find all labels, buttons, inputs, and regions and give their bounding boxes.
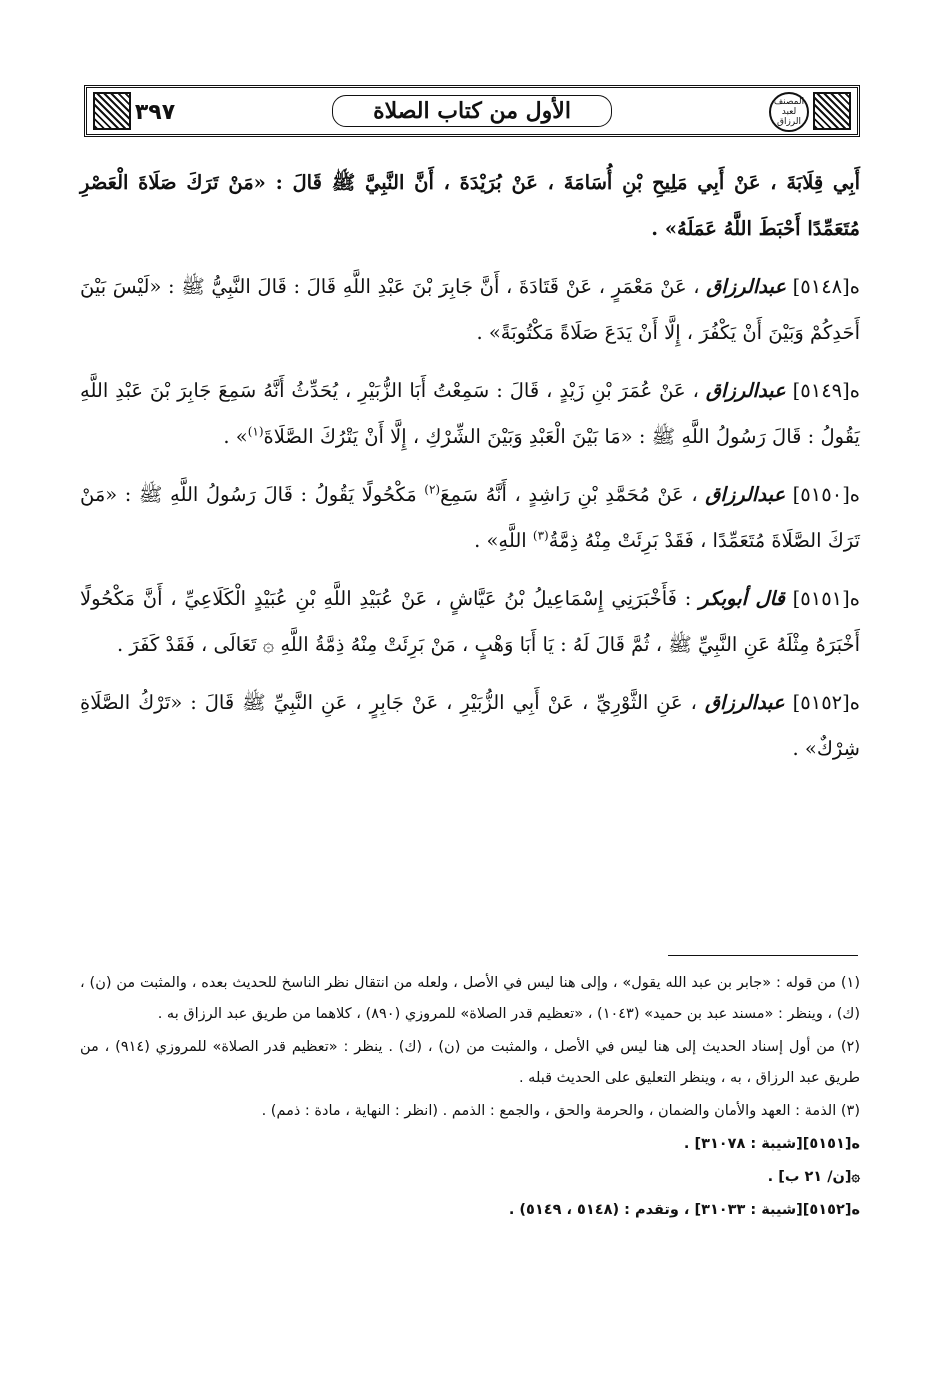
narrator: عبدالرزاق bbox=[704, 691, 785, 714]
hadith-number: ٥١٤٨ bbox=[800, 275, 843, 298]
hadith-5151: ە[٥١٥١] قال أبوبكر : فَأَخْبَرَنِي إِسْمَاعِيلُ بْنُ عَيَّاشٍ ، عَنْ عُبَيْدِ اللَّهِ بْنِ عُبَيْدٍ الْكَلَاعِيِّ ، أَنَّ مَكْحُولًا أَخْبَرَهُ مِثْلَهُ عَنِ النَّبِيِّ ﷺ ، ثُمَّ قَالَ لَهُ : يَا أَبَا وَهْبٍ ، مَنْ بَرِئَتْ مِنْهُ ذِمَّةُ اللَّهِ ۞ تَعَالَى ، فَقَدْ كَفَرَ . bbox=[80, 587, 860, 656]
footnote-marker[interactable]: (٣) bbox=[532, 528, 549, 543]
hadith-text: ، عَنْ عُمَرَ بْنِ زَيْدٍ ، قَالَ : سَمِعْتُ أَبَا الزُّبَيْرِ ، يُحَدِّثُ أَنَّهُ سَمِعَ جَابِرَ بْنَ عَبْدِ اللَّهِ يَقُولُ : قَالَ رَسُولُ اللَّهِ ﷺ : «مَا بَيْنَ الْعَبْدِ وَبَيْنَ الشِّرْكِ ، إِلَّا أَنْ يَتْرُكَ الصَّلَاةَ bbox=[80, 379, 860, 448]
hadith-number: ٥١٥٢ bbox=[800, 691, 843, 714]
footnote-marker[interactable]: (٢) bbox=[424, 482, 441, 497]
hadith-text: ، عَنْ مَعْمَرٍ ، عَنْ قَتَادَةَ ، أَنَّ جَابِرَ بْنَ عَبْدِ اللَّهِ قَالَ : قَالَ النَّبِيُّ ﷺ : «لَيْسَ بَيْنَ أَحَدِكُمْ وَبَيْنَ أَنْ يَكْفُرَ ، إِلَّا أَنْ يَدَعَ صَلَاةً مَكْتُوبَةً» . bbox=[80, 275, 860, 344]
ornament-icon bbox=[813, 92, 851, 130]
manuscript-reference: ۞[ن/ ٢١ ب] . bbox=[767, 1169, 860, 1185]
hadith-number: ٥١٥٠ bbox=[800, 483, 843, 506]
page-header bbox=[84, 85, 860, 137]
narrator: عبدالرزاق bbox=[706, 275, 787, 298]
page-number: ٣٩٧ bbox=[135, 94, 175, 130]
hadith-text: : فَأَخْبَرَنِي إِسْمَاعِيلُ بْنُ عَيَّاشٍ ، عَنْ عُبَيْدِ اللَّهِ بْنِ عُبَيْدٍ الْكَلَاعِيِّ ، أَنَّ مَكْحُولًا أَخْبَرَهُ مِثْلَهُ عَنِ النَّبِيِّ ﷺ ، ثُمَّ قَالَ لَهُ : يَا أَبَا وَهْبٍ ، مَنْ بَرِئَتْ مِنْهُ ذِمَّةُ اللَّهِ ۞ تَعَالَى ، فَقَدْ كَفَرَ . bbox=[80, 587, 860, 656]
footnotes bbox=[80, 968, 860, 1228]
hadith-number: ٥١٤٩ bbox=[800, 379, 843, 402]
hadith-text: ، عَنِ الثَّوْرِيِّ ، عَنْ أَبِي الزُّبَيْرِ ، عَنْ جَابِرٍ ، عَنِ النَّبِيِّ ﷺ قَالَ : «تَرْكُ الصَّلَاةِ شِرْكٌ» . bbox=[80, 691, 860, 760]
hadith-5152: ە[٥١٥٢] عبدالرزاق ، عَنِ الثَّوْرِيِّ ، عَنْ أَبِي الزُّبَيْرِ ، عَنْ جَابِرٍ ، عَنِ النَّبِيِّ ﷺ قَالَ : «تَرْكُ الصَّلَاةِ شِرْكٌ» . bbox=[80, 691, 860, 760]
hadith-number: ٥١٥١ bbox=[800, 587, 843, 610]
footnote-3: (٣) الذمة : العهد والأمان والضمان ، والحرمة والحق ، والجمع : الذمم . (انظر : النهاية ، مادة : ذمم) . bbox=[261, 1103, 860, 1119]
footnote-divider bbox=[668, 955, 858, 956]
narrator: قال أبوبكر bbox=[699, 587, 785, 610]
narrator: عبدالرزاق bbox=[705, 379, 786, 402]
reference-5151: ە[٥١٥١][شيبة : ٣١٠٧٨] . bbox=[683, 1136, 860, 1152]
hadith-5149: ە[٥١٤٩] عبدالرزاق ، عَنْ عُمَرَ بْنِ زَيْدٍ ، قَالَ : سَمِعْتُ أَبَا الزُّبَيْرِ ، يُحَدِّثُ أَنَّهُ سَمِعَ جَابِرَ بْنَ عَبْدِ اللَّهِ يَقُولُ : قَالَ رَسُولُ اللَّهِ ﷺ : «مَا بَيْنَ الْعَبْدِ وَبَيْنَ الشِّرْكِ ، إِلَّا أَنْ يَتْرُكَ الصَّلَاةَ$^{(١)}$» . bbox=[80, 379, 860, 448]
hadith-5150: ە[٥١٥٠] عبدالرزاق ، عَنْ مُحَمَّدِ بْنِ رَاشِدٍ ، أَنَّهُ سَمِعَ$^{(٢)}$ مَكْحُولًا يَقُولُ : قَالَ رَسُولُ اللَّهِ ﷺ : «مَنْ تَرَكَ الصَّلَاةَ مُتَعَمِّدًا ، فَقَدْ بَرِئَتْ مِنْهُ ذِمَّةُ$^{(٣)}$ اللَّهِ» . bbox=[80, 482, 861, 552]
hadith-continuation bbox=[80, 160, 860, 252]
ornament-icon bbox=[93, 92, 131, 130]
reference-5152: ە[٥١٥٢][شيبة : ٣١٠٣٣] ، وتقدم : (٥١٤٨ ، ٥١٤٩) . bbox=[508, 1202, 860, 1218]
hadith-text: » . bbox=[223, 425, 248, 448]
footnote-2: (٢) من أول إسناد الحديث إلى هنا ليس في الأصل ، والمثبت من (ن) ، (ك) . ينظر : «تعظيم قدر الصلاة» للمروزي (٩١٤) ، من طريق عبد الرزاق ، به ، وينظر التعليق على الحديث قبله . bbox=[80, 1039, 860, 1086]
footnote-1: (١) من قوله : «جابر بن عبد الله يقول» ، وإلى هنا ليس في الأصل ، ولعله من انتقال نظر الناسخ للحديث بعده ، والمثبت من (ن) ، (ك) ، وينظر : «مسند عبد بن حميد» (١٠٤٣) ، «تعظيم قدر الصلاة» للمروزي (٨٩٠) ، كلاهما من طريق عبد الرزاق به . bbox=[80, 975, 860, 1022]
hadith-text: ، عَنْ مُحَمَّدِ بْنِ رَاشِدٍ ، أَنَّهُ سَمِعَ bbox=[440, 483, 698, 506]
hadith-text: مَكْحُولًا يَقُولُ : قَالَ رَسُولُ اللَّهِ ﷺ : «مَنْ تَرَكَ الصَّلَاةَ مُتَعَمِّدًا ، فَقَدْ بَرِئَتْ مِنْهُ ذِمَّةُ bbox=[80, 483, 860, 552]
main-text bbox=[80, 160, 860, 784]
running-title: الأول من كتاب الصلاة bbox=[332, 95, 612, 127]
hadith-5148: ە[٥١٤٨] عبدالرزاق ، عَنْ مَعْمَرٍ ، عَنْ قَتَادَةَ ، أَنَّ جَابِرَ بْنَ عَبْدِ اللَّهِ قَالَ : قَالَ النَّبِيُّ ﷺ : «لَيْسَ بَيْنَ أَحَدِكُمْ وَبَيْنَ أَنْ يَكْفُرَ ، إِلَّا أَنْ يَدَعَ صَلَاةً مَكْتُوبَةً» . bbox=[80, 275, 860, 344]
hadith-text: أَبِي قِلَابَةَ ، عَنْ أَبِي مَلِيحِ بْنِ أُسَامَةَ ، عَنْ بُرَيْدَةَ ، أَنَّ النَّبِيَّ ﷺ قَالَ : «مَنْ تَرَكَ صَلَاةَ الْعَصْرِ مُتَعَمِّدًا أَحْبَطَ اللَّهُ عَمَلَهُ» . bbox=[80, 171, 860, 240]
footnote-marker[interactable]: (١) bbox=[247, 424, 264, 439]
hadith-text: اللَّهِ» . bbox=[474, 529, 527, 552]
book-logo: المصنف لعبد الرزاق bbox=[769, 92, 809, 132]
narrator: عبدالرزاق bbox=[705, 483, 786, 506]
